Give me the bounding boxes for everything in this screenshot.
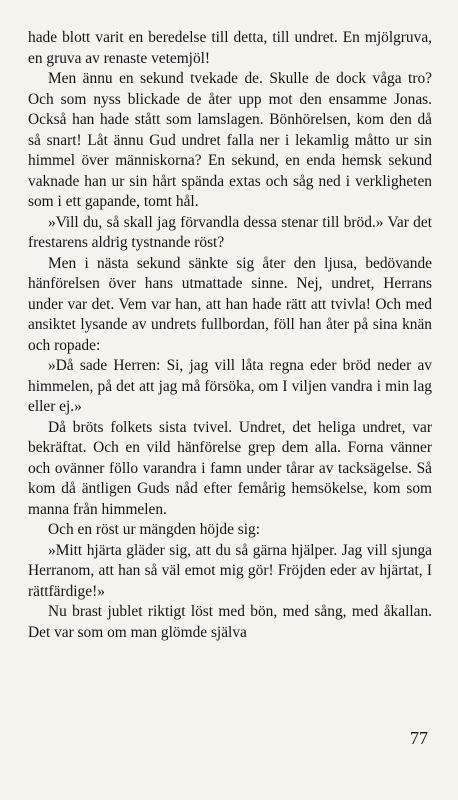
page-number: 77 bbox=[410, 728, 428, 748]
paragraph-tempter-voice: »Vill du, så skall jag förvandla dessa stenar till bröd.» Var det frestarens aldrig tystnande röst? bbox=[28, 213, 432, 251]
paragraph-voice-rises: Och en röst ur mängden höjde sig: bbox=[48, 521, 261, 538]
paragraph-scripture-quote: »Då sade Herren: Si, jag vill låta regna eder bröd neder av himmelen, på det att jag må försöka, om I viljen vandra i min lag eller ej.» bbox=[28, 357, 432, 415]
paragraph-last-doubt: Då bröts folkets sista tvivel. Undret, det heliga undret, var bekräftat. Och en vild hänförelse grep dem alla. Forna vänner och ovänner föllo varandra i famn under tårar av tacksägelse. Så kom då äntligen Guds nåd efter femårig hemsökelse, kom som manna från himmelen. bbox=[28, 418, 432, 518]
paragraph-rapture: Men i nästa sekund sänkte sig åter den ljusa, bedövande hänförelsen över hans utmattade sinne. Nej, undret, Herrans under var det. Vem var han, att han hade rätt att tvivla! Och med ansiktet lysande av undrets fullbordan, föll han åter på sina knän och ropade: bbox=[28, 254, 432, 354]
paragraph-hesitation: Men ännu en sekund tvekade de. Skulle de dock våga tro? Och som nyss blickade de åter upp mot den ensamme Jonas. Också han hade stått som lamslagen. Bönhörelsen, kom den då så snart! Låt ännu Gud undret falla ner i lekamlig måtto ur sin himmel över människorna? En sekund, en enda hemsk sekund vaknade han ur sin hårt spända extas och såg ned i verkligheten som i ett gapande, tomt hål. bbox=[28, 70, 432, 210]
paragraph-psalm-quote: »Mitt hjärta gläder sig, att du så gärna hjälper. Jag vill sjunga Herranom, att han så väl emot mig gör! Fröjden eder av hjärtat, I rättfärdige!» bbox=[28, 541, 432, 600]
paragraph-continuation: hade blott varit en beredelse till detta, till undret. En mjölgruva, en gruva av renaste vetemjöl! bbox=[28, 29, 432, 67]
paragraph-jubilation: Nu brast jublet riktigt löst med bön, med sång, med åkallan. Det var som om man glömde själva bbox=[28, 603, 432, 641]
book-page-text bbox=[28, 28, 432, 643]
